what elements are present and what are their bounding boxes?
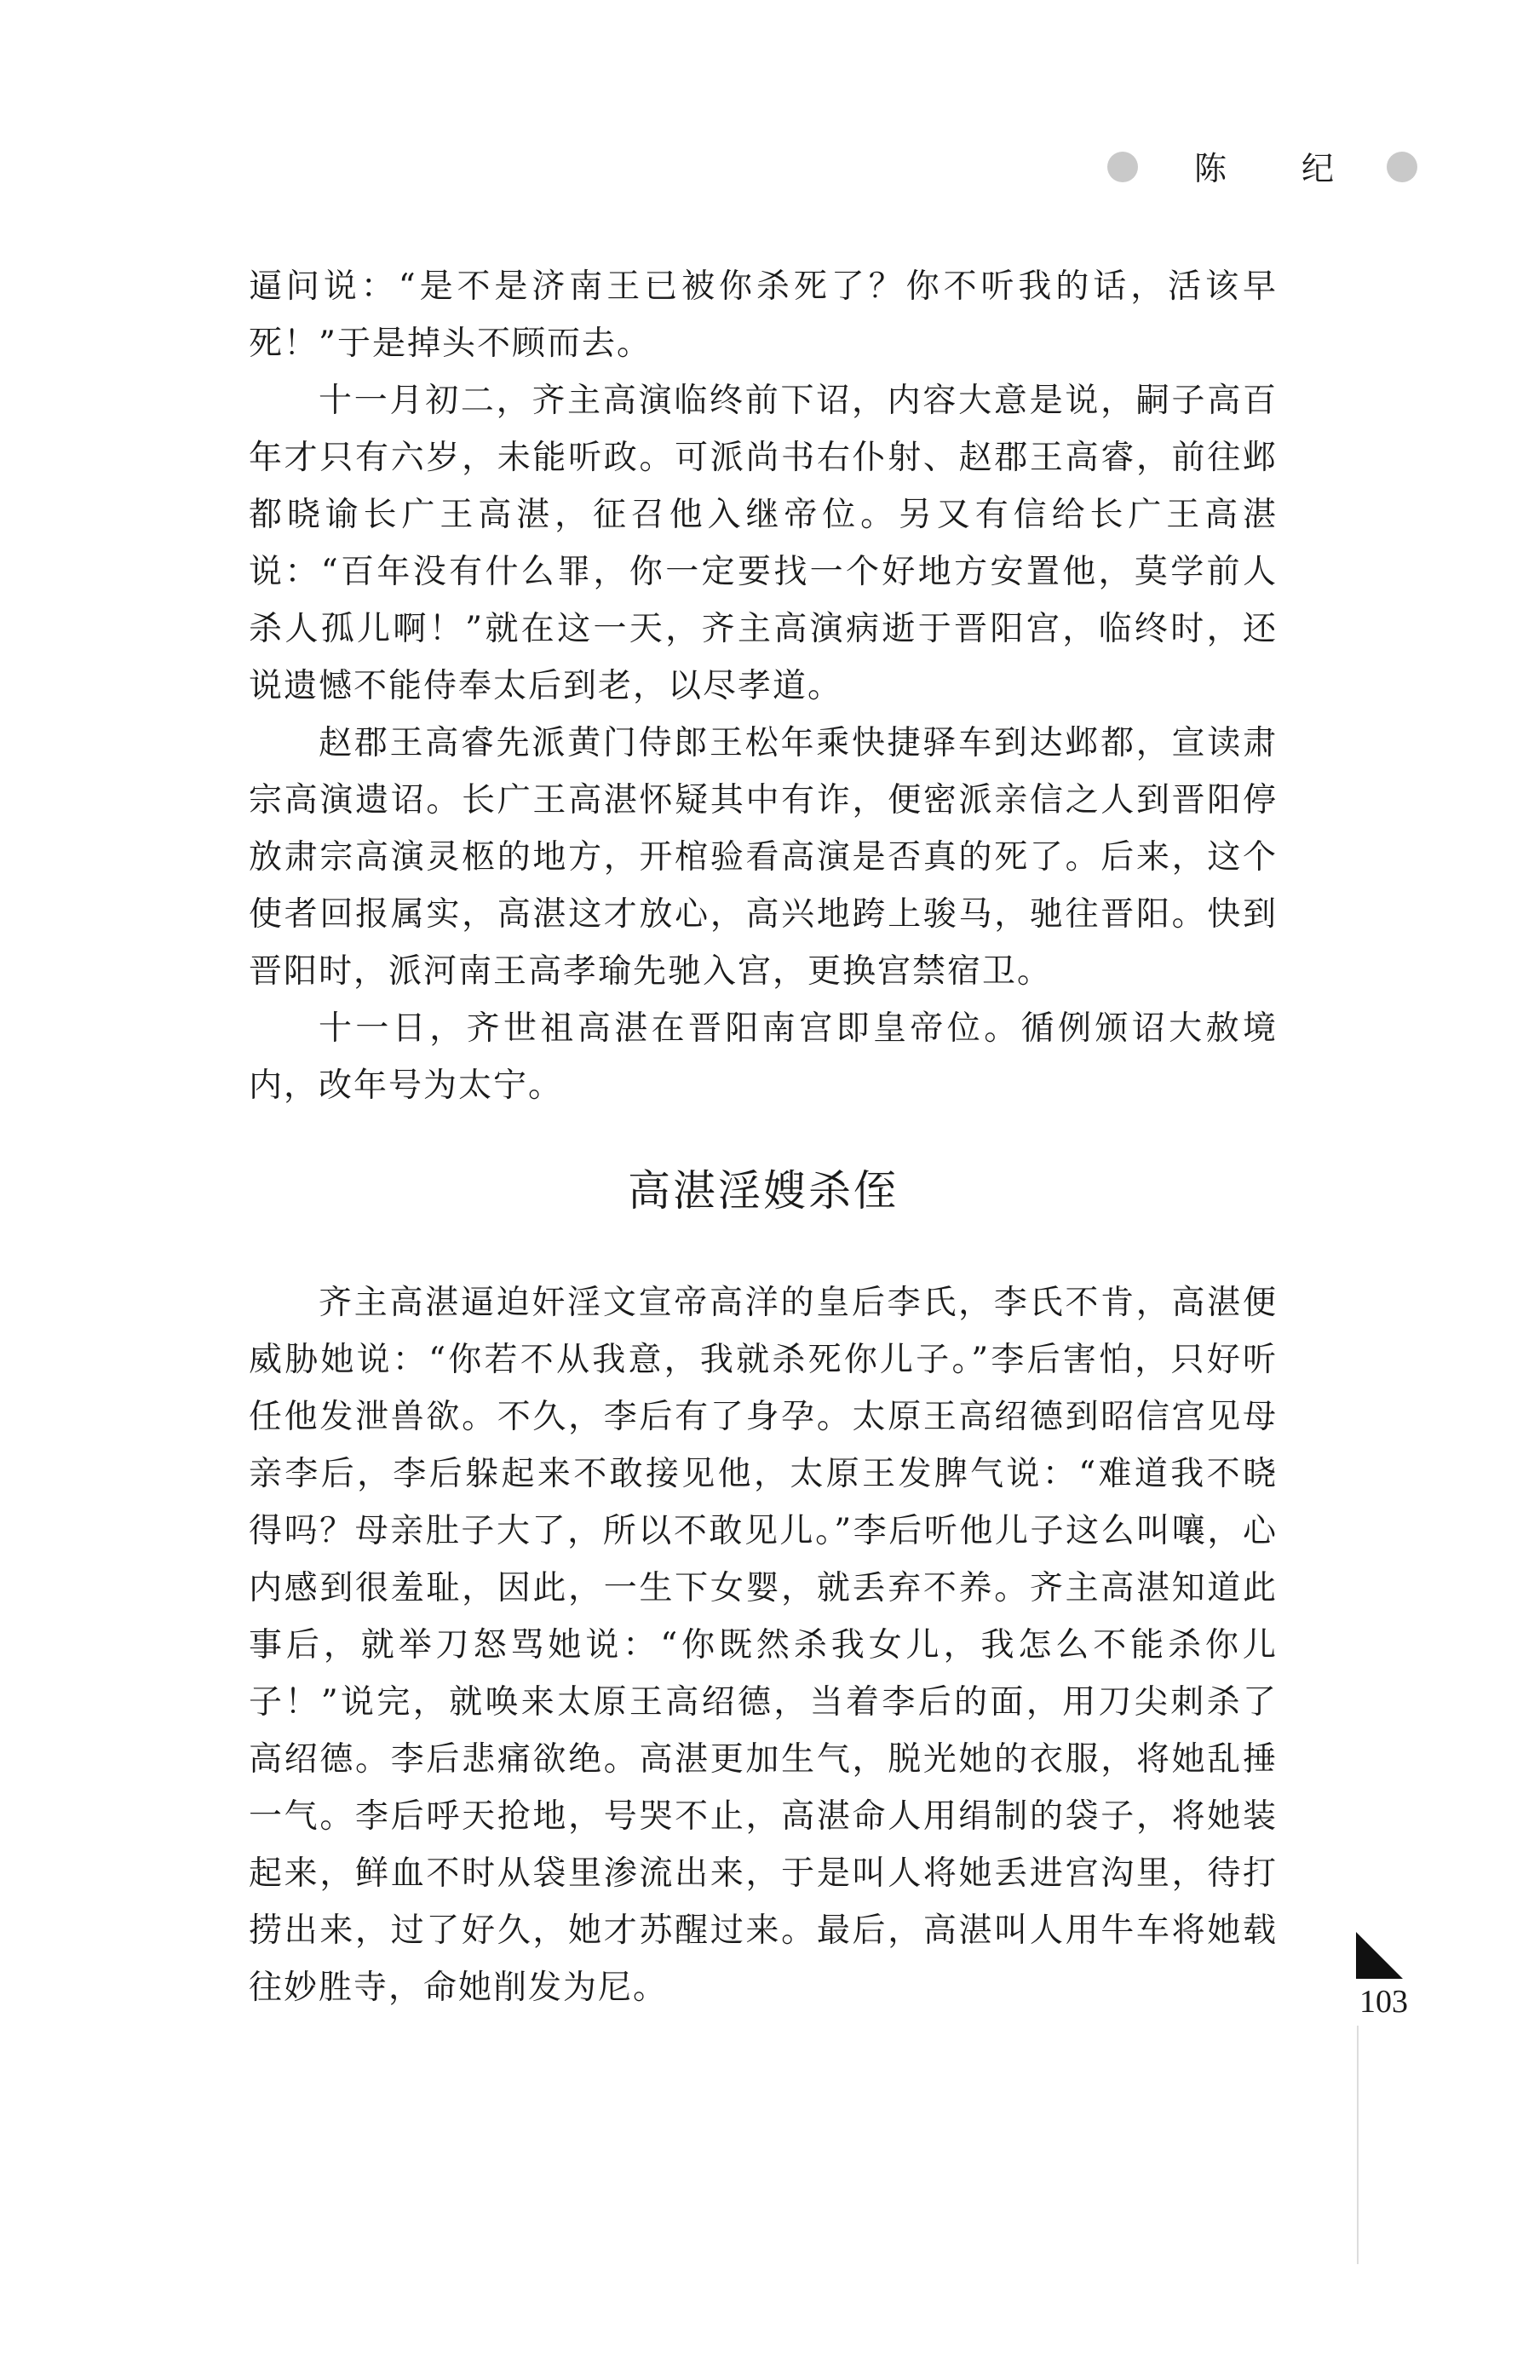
header-char-2: 纪	[1302, 150, 1335, 187]
paragraph-4: 十一日，齐世祖高湛在晋阳南宫即皇帝位。循例颁诏大赦境内，改年号为太宁。	[249, 1009, 1278, 1105]
paragraph-2: 十一月初二，齐主高演临终前下诏，内容大意是说，嗣子高百年才只有六岁，未能听政。可派尚书右仆射、赵郡王高睿，前往邺都晓谕长广王高湛，征召他入继帝位。另又有信给长广王高湛说：“百年没有什么罪，你一定要找一个好地方安置他，莫学前人杀人孤儿啊！”就在这一天，齐主高演病逝于晋阳宫，临终时，还说遗憾不能侍奉太后到老，以尽孝道。	[249, 382, 1278, 705]
paragraph-5: 齐主高湛逼迫奸淫文宣帝高洋的皇后李氏，李氏不肯，高湛便威胁她说：“你若不从我意，我就杀死你儿子。”李后害怕，只好听任他发泄兽欲。不久，李后有了身孕。太原王高绍德到昭信宫见母亲李后，李后躲起来不敢接见他，太原王发脾气说：“难道我不晓得吗？母亲肚子大了，所以不敢见儿。”李后听他儿子这么叫嚷，心内感到很羞耻，因此，一生下女婴，就丢弃不养。齐主高湛知道此事后，就举刀怒骂她说：“你既然杀我女儿，我怎么不能杀你儿子！”说完，就唤来太原王高绍德，当着李后的面，用刀尖刺杀了高绍德。李后悲痛欲绝。高湛更加生气，脱光她的衣服，将她乱捶一气。李后呼天抢地，号哭不止，高湛命人用绢制的袋子，将她装起来，鲜血不时从袋里渗流出来，于是叫人将她丢进宫沟里，待打捞出来，过了好久，她才苏醒过来。最后，高湛叫人用牛车将她载往妙胜寺，命她削发为尼。	[249, 1284, 1278, 2007]
section-title: 高湛淫嫂杀侄	[628, 1166, 899, 1216]
running-header	[1107, 145, 1431, 196]
page-number: 103	[1359, 1984, 1408, 2020]
margin-rule	[1357, 2026, 1359, 2264]
paragraph-3: 赵郡王高睿先派黄门侍郎王松年乘快捷驿车到达邺都，宣读肃宗高演遗诏。长广王高湛怀疑其中有诈，便密派亲信之人到晋阳停放肃宗高演灵柩的地方，开棺验看高演是否真的死了。后来，这个使者回报属实，高湛这才放心，高兴地跨上骏马，驰往晋阳。快到晋阳时，派河南王高孝瑜先驰入宫，更换宫禁宿卫。	[249, 724, 1278, 991]
paragraph-1: 逼问说：“是不是济南王已被你杀死了？你不听我的话，活该早死！”于是掉头不顾而去。	[249, 267, 1278, 363]
page-body	[249, 258, 1278, 2016]
page-corner-triangle	[1356, 1932, 1403, 1979]
header-dot-left	[1107, 152, 1138, 182]
header-dot-right	[1387, 152, 1417, 182]
header-char-1: 陈	[1194, 150, 1227, 187]
